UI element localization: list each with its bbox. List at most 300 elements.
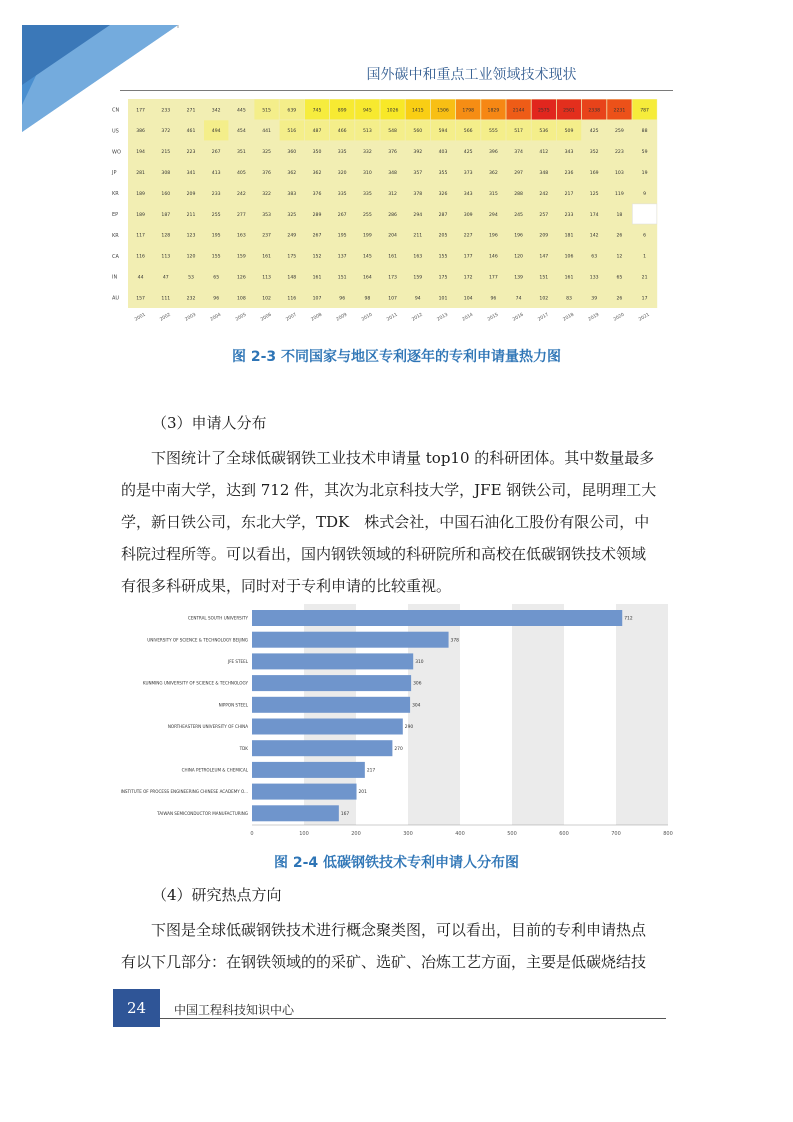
bar-category-label: JFE STEEL	[227, 659, 248, 664]
grid-band	[616, 604, 668, 825]
heatmap-cell-label: 745	[312, 108, 322, 114]
heatmap-cell-label: 151	[539, 275, 549, 281]
heatmap-cell-label: 413	[211, 170, 221, 176]
heatmap-row-label: CN	[112, 107, 120, 114]
heatmap-cell-label: 315	[489, 191, 498, 197]
heatmap-cell-label: 6	[643, 233, 647, 239]
heatmap-cell-label: 249	[287, 233, 297, 239]
heatmap-cell-label: 516	[287, 129, 297, 135]
heatmap-cell-label: 116	[287, 296, 297, 302]
heatmap-cell-label: 145	[363, 254, 372, 260]
footer-divider	[160, 1018, 666, 1019]
heatmap-cell-label: 175	[438, 275, 448, 281]
heatmap-cell-label: 96	[490, 296, 497, 302]
heatmap-cell-label: 353	[262, 212, 271, 218]
section-heading: （4）研究热点方向	[152, 886, 282, 904]
heatmap-cell-label: 120	[514, 254, 523, 260]
heatmap-cell-label: 175	[287, 254, 297, 260]
heatmap-cell-label: 163	[237, 233, 246, 239]
heatmap-cell-label: 2575	[537, 108, 550, 114]
heatmap-cell-label: 2231	[613, 108, 626, 114]
heatmap-cell-label: 899	[337, 108, 347, 114]
heatmap-cell-label: 348	[388, 170, 397, 176]
heatmap-cell-label: 310	[363, 170, 372, 176]
heatmap-cell-label: 233	[564, 212, 574, 218]
heatmap-col-label: 2013	[436, 312, 449, 323]
heatmap-cell-label: 325	[287, 212, 297, 218]
heatmap-row-label: IN	[112, 274, 118, 281]
heatmap-cell-label: 163	[413, 254, 423, 260]
heatmap-cell-label: 196	[489, 233, 498, 239]
heatmap-cell-label: 211	[186, 212, 196, 218]
bar-value-label: 217	[366, 768, 376, 774]
heatmap-row-label: AU	[112, 295, 120, 302]
heatmap-cell-label: 348	[539, 170, 549, 176]
heatmap-cell-label: 113	[262, 275, 271, 281]
heatmap-cell-label: 102	[539, 296, 549, 302]
heatmap-cell-label: 245	[514, 212, 523, 218]
heatmap-cell-label: 177	[489, 275, 498, 281]
heatmap-cell-label: 360	[287, 150, 297, 156]
heatmap-cell-label: 536	[539, 129, 549, 135]
heatmap-cell-label: 352	[589, 150, 599, 156]
heatmap-cell-label: 412	[539, 150, 549, 156]
heatmap-cell-label: 341	[186, 170, 196, 176]
grid-band	[512, 604, 564, 825]
heatmap-cell-label: 194	[136, 150, 145, 156]
heatmap-cell-label: 177	[136, 108, 145, 114]
heatmap-cell-label: 233	[161, 108, 171, 114]
heatmap-cell-label: 172	[463, 275, 473, 281]
heatmap-cell-label: 2144	[512, 108, 525, 114]
heatmap-cell-label: 161	[312, 275, 322, 281]
x-tick-label: 800	[663, 831, 673, 837]
heatmap-cell-label: 199	[363, 233, 372, 239]
heatmap-cell-label: 159	[413, 275, 423, 281]
heatmap-cell-label: 425	[589, 129, 599, 135]
bar-value-label: 310	[415, 660, 424, 665]
heatmap-cell-label: 1026	[386, 108, 399, 114]
heatmap-cell-label: 106	[564, 254, 574, 260]
heatmap-caption: 图 2-3 不同国家与地区专利逐年的专利申请量热力图	[231, 349, 562, 365]
heatmap-col-label: 2007	[285, 312, 298, 323]
heatmap-cell-label: 1829	[487, 108, 500, 114]
x-tick-label: 500	[507, 831, 517, 837]
heatmap-col-label: 2008	[310, 312, 323, 323]
heatmap-cell-label: 211	[413, 233, 423, 239]
heatmap-cell-label: 160	[161, 191, 171, 197]
heatmap-cell-label: 1415	[411, 108, 424, 114]
heatmap-cell-label: 146	[489, 254, 498, 260]
heatmap-cell-label: 257	[539, 212, 549, 218]
heatmap-cell-label: 196	[514, 233, 523, 239]
heatmap-cell-label: 342	[211, 108, 221, 114]
heatmap-row-label: CA	[112, 253, 119, 260]
x-tick-label: 100	[299, 831, 309, 837]
heatmap-cell-label: 83	[566, 296, 572, 302]
heatmap-cell-label: 945	[363, 108, 372, 114]
heatmap-cell-label: 372	[161, 129, 171, 135]
bar-value-label: 712	[624, 616, 633, 622]
heatmap-cell-label: 126	[237, 275, 246, 281]
heatmap-cell-label: 294	[413, 212, 423, 218]
heatmap-cell-label: 164	[363, 275, 372, 281]
heatmap-col-label: 2002	[159, 312, 172, 323]
heatmap-cell-label: 63	[591, 254, 598, 260]
footer-org: 中国工程科技知识中心	[174, 1003, 295, 1017]
heatmap-cell-label: 108	[237, 296, 246, 302]
heatmap-row-label: JP	[112, 170, 117, 177]
paragraph-line: 科院过程所等。可以看出，国内钢铁领域的科研院所和高校在低碳钢铁技术领域	[121, 545, 647, 563]
section-heading: （3）申请人分布	[152, 414, 267, 432]
heatmap-cell-label: 312	[388, 191, 397, 197]
header-divider	[120, 90, 673, 91]
heatmap-cell-label: 232	[186, 296, 196, 302]
heatmap-cell-label: 461	[186, 129, 196, 135]
heatmap-cell-label: 487	[312, 129, 322, 135]
heatmap-col-label: 2014	[461, 312, 475, 323]
heatmap-cell-label: 236	[564, 170, 574, 176]
heatmap-cell-label: 205	[438, 233, 448, 239]
heatmap-cell-label: 102	[262, 296, 271, 302]
heatmap-cell-label: 187	[161, 212, 171, 218]
heatmap-cell-label: 1798	[462, 108, 475, 114]
heatmap-cell-label: 308	[161, 170, 171, 176]
heatmap-cell-label: 297	[514, 170, 523, 176]
heatmap-cell-label: 2501	[563, 108, 575, 114]
heatmap-cell-label: 466	[337, 129, 347, 135]
heatmap-cell-label: 237	[262, 233, 271, 239]
heatmap-cell-label: 217	[564, 191, 574, 197]
heatmap-cell-label: 555	[489, 129, 498, 135]
heatmap-cell-label: 215	[161, 150, 171, 156]
heatmap-cell-label: 173	[388, 275, 397, 281]
heatmap-cell-label: 101	[438, 296, 448, 302]
heatmap-cell-label: 133	[589, 275, 599, 281]
heatmap-cell-label: 39	[591, 296, 598, 302]
heatmap-cell-label: 98	[364, 296, 371, 302]
paragraph-line: 下图是全球低碳钢铁技术进行概念聚类图，可以看出，目前的专利申请热点	[151, 921, 647, 939]
heatmap-cell-label: 159	[237, 254, 246, 260]
heatmap-cell-label: 357	[413, 170, 423, 176]
heatmap-cell-label: 286	[388, 212, 397, 218]
x-tick-label: 300	[403, 831, 413, 837]
heatmap-cell-label: 396	[489, 150, 498, 156]
heatmap-cell-label: 343	[463, 191, 473, 197]
heatmap-cell-label: 53	[188, 275, 194, 281]
heatmap-cell-label: 21	[641, 275, 648, 281]
heatmap-col-label: 2017	[537, 312, 550, 323]
heatmap-cell-label: 147	[539, 254, 549, 260]
heatmap-cell-label: 383	[287, 191, 297, 197]
x-tick-label: 600	[559, 831, 569, 837]
paragraph-line: 下图统计了全球低碳钢铁工业技术申请量 top10 的科研团体。其中数量最多	[151, 449, 655, 467]
heatmap-cell-label: 403	[438, 150, 448, 156]
heatmap-cell-label: 2338	[588, 108, 601, 114]
heatmap-cell-label: 376	[312, 191, 322, 197]
heatmap-cell-label: 195	[211, 233, 221, 239]
heatmap-cell-label: 355	[438, 170, 448, 176]
bar	[252, 632, 449, 648]
heatmap-cell-label: 155	[211, 254, 221, 260]
heatmap-col-label: 2019	[587, 312, 601, 323]
heatmap-cell-label: 223	[186, 150, 196, 156]
heatmap-col-label: 2001	[134, 312, 147, 323]
bar-value-label: 201	[358, 790, 367, 796]
heatmap-col-label: 2018	[562, 312, 575, 323]
heatmap-cell-label: 111	[161, 296, 171, 302]
heatmap-cell-label: 161	[388, 254, 397, 260]
heatmap-cell-label: 1	[643, 254, 647, 260]
heatmap-chart	[110, 97, 673, 325]
heatmap-cell-label: 362	[312, 170, 322, 176]
heatmap-cell-label: 392	[413, 150, 423, 156]
heatmap-cell-label: 65	[213, 275, 220, 281]
heatmap-cell-label: 259	[615, 129, 624, 135]
bar	[252, 697, 410, 713]
heatmap-cell-label: 255	[363, 212, 372, 218]
heatmap-cell-label: 151	[337, 275, 347, 281]
heatmap-cell-label: 517	[514, 129, 523, 135]
heatmap-cell-label: 288	[514, 191, 523, 197]
heatmap-cell-label: 787	[640, 108, 649, 114]
x-tick-label: 200	[351, 831, 361, 837]
heatmap-col-label: 2010	[360, 312, 374, 323]
heatmap-cell-label: 242	[237, 191, 246, 197]
heatmap-cell-label: 157	[136, 296, 145, 302]
x-tick-label: 700	[611, 831, 621, 837]
heatmap-cell-label: 335	[363, 191, 372, 197]
heatmap-cell-label: 137	[337, 254, 347, 260]
heatmap-cell-label: 181	[564, 233, 574, 239]
heatmap-cell-label: 1506	[437, 108, 449, 114]
heatmap-cell-label: 322	[262, 191, 271, 197]
bar	[252, 675, 411, 691]
bar-category-label: NORTHEASTERN UNIVERSITY OF CHINA	[167, 724, 248, 730]
heatmap-cell-label: 209	[539, 233, 549, 239]
applicant-bar-chart	[110, 600, 673, 842]
heatmap-cell-label: 223	[615, 150, 624, 156]
heatmap-cell-label: 320	[337, 170, 347, 176]
heatmap-col-label: 2005	[234, 312, 248, 323]
heatmap-cell-label: 18	[616, 212, 623, 218]
heatmap-cell-label: 139	[514, 275, 523, 281]
bar	[252, 653, 413, 669]
heatmap-cell-label: 509	[564, 129, 574, 135]
heatmap-cell-label: 233	[211, 191, 221, 197]
heatmap-cell-label: 107	[388, 296, 397, 302]
heatmap-cell-label: 376	[388, 150, 397, 156]
heatmap-cell-label: 267	[337, 212, 347, 218]
bar	[252, 762, 365, 778]
heatmap-cell-label: 120	[186, 254, 196, 260]
barchart-caption: 图 2-4 低碳钢铁技术专利申请人分布图	[273, 855, 520, 871]
heatmap-cell-label: 515	[262, 108, 271, 114]
bar	[252, 610, 622, 626]
heatmap-row-label: EP	[112, 211, 119, 218]
heatmap-cell-label: 267	[312, 233, 322, 239]
heatmap-cell-label: 119	[615, 191, 624, 197]
heatmap-col-label: 2016	[512, 312, 525, 323]
bar	[252, 719, 403, 735]
heatmap-cell-label: 169	[589, 170, 599, 176]
bar-value-label: 378	[450, 638, 459, 644]
heatmap-cell-label: 161	[262, 254, 271, 260]
heatmap-cell-label: 12	[616, 254, 623, 260]
heatmap-cell-label: 189	[136, 212, 145, 218]
heatmap-cell-label: 65	[616, 275, 623, 281]
heatmap-col-label: 2021	[638, 312, 651, 323]
heatmap-cell-label: 386	[136, 129, 145, 135]
heatmap-col-label: 2004	[209, 312, 223, 323]
heatmap-cell-label: 128	[161, 233, 171, 239]
heatmap-col-label: 2006	[260, 312, 273, 323]
heatmap-cell-label: 96	[339, 296, 346, 302]
heatmap-cell-label: 195	[337, 233, 347, 239]
heatmap-cell-label: 104	[463, 296, 473, 302]
heatmap-cell-label: 277	[237, 212, 246, 218]
heatmap-col-label: 2009	[335, 312, 349, 323]
heatmap-cell-label: 325	[262, 150, 271, 156]
heatmap-cell-label: 281	[136, 170, 145, 176]
bar	[252, 784, 357, 800]
bar-category-label: CENTRAL SOUTH UNIVERSITY	[187, 615, 248, 621]
heatmap-cell-label: 350	[312, 150, 322, 156]
heatmap-cell-label: 351	[237, 150, 246, 156]
heatmap-cell-label: 267	[211, 150, 221, 156]
heatmap-cell-label: 335	[337, 191, 347, 197]
heatmap-cell-label: 271	[186, 108, 196, 114]
heatmap-cell-label: 142	[589, 233, 599, 239]
heatmap-cell-label: 155	[438, 254, 448, 260]
heatmap-cell-label: 174	[589, 212, 599, 218]
heatmap-cell-label: 88	[641, 129, 648, 135]
heatmap-row-label: US	[112, 128, 119, 135]
bar	[252, 805, 339, 821]
heatmap-cell-label: 332	[363, 150, 372, 156]
heatmap-cell-label: 566	[463, 129, 473, 135]
heatmap-cell-label: 405	[237, 170, 246, 176]
heatmap-cell-label: 152	[312, 254, 322, 260]
heatmap-cell-label: 94	[414, 296, 421, 302]
heatmap-cell-label: 209	[186, 191, 196, 197]
paragraph-line: 有以下几部分：在钢铁领域的的采矿、选矿、冶炼工艺方面，主要是低碳烧结技	[121, 953, 647, 971]
bar-category-label: KUNMING UNIVERSITY OF SCIENCE & TECHNOLOGY	[142, 680, 248, 686]
heatmap-cell-label: 639	[287, 108, 297, 114]
heatmap-cell-label: 116	[136, 254, 145, 260]
heatmap-cell-label: 26	[616, 233, 623, 239]
heatmap-cell-label: 161	[564, 275, 574, 281]
heatmap-cell-label: 454	[237, 129, 246, 135]
heatmap-cell-label: 242	[539, 191, 549, 197]
heatmap-cell-label: 107	[312, 296, 322, 302]
bar-value-label: 306	[413, 681, 422, 687]
heatmap-cell-label: 123	[186, 233, 196, 239]
heatmap-cell-label: 59	[641, 150, 648, 156]
heatmap-cell-label: 113	[161, 254, 171, 260]
heatmap-cell-label: 560	[413, 129, 423, 135]
heatmap-cell-label: 125	[589, 191, 599, 197]
bar	[252, 740, 392, 756]
paragraph-line: 的是中南大学，达到 712 件，其次为北京科技大学，JFE 钢铁公司，昆明理工大	[121, 481, 657, 499]
heatmap-cell-label: 374	[514, 150, 523, 156]
heatmap-cell-label: 189	[136, 191, 145, 197]
heatmap-cell-label: 378	[413, 191, 423, 197]
paragraph-line: 学，新日铁公司，东北大学，TDK 株式会社，中国石油化工股份有限公司，中	[121, 513, 650, 531]
paragraph-line: 有很多科研成果，同时对于专利申请的比较重视。	[121, 577, 452, 595]
heatmap-cell-label: 445	[237, 108, 246, 114]
heatmap-cell-label: 255	[211, 212, 221, 218]
heatmap-col-label: 2011	[386, 312, 399, 323]
heatmap-cell-label: 17	[641, 296, 648, 302]
heatmap-col-label: 2003	[184, 312, 197, 323]
bar-value-label: 304	[412, 703, 421, 709]
heatmap-cell-label: 594	[438, 129, 448, 135]
heatmap-row-label: KR	[112, 232, 119, 239]
heatmap-cell	[632, 204, 656, 224]
heatmap-cell-label: 289	[312, 212, 322, 218]
bar-category-label: UNIVERSITY OF SCIENCE & TECHNOLOGY BEIJING	[147, 637, 248, 643]
bar-category-label: NIPPON STEEL	[218, 702, 248, 708]
x-tick-label: 400	[455, 831, 465, 837]
heatmap-cell-label: 103	[615, 170, 624, 176]
heatmap-cell-label: 148	[287, 275, 297, 281]
heatmap-cell-label: 227	[463, 233, 473, 239]
heatmap-cell-label: 117	[136, 233, 145, 239]
heatmap-cell-label: 177	[463, 254, 473, 260]
bar-value-label: 290	[404, 725, 414, 731]
heatmap-cell-label: 362	[287, 170, 297, 176]
heatmap-cell-label: 204	[388, 233, 397, 239]
x-tick-label: 0	[250, 831, 254, 837]
heatmap-row-label: KR	[112, 191, 119, 198]
header-title: 国外碳中和重点工业领域技术现状	[366, 67, 577, 83]
heatmap-cell-label: 343	[564, 150, 574, 156]
heatmap-cell-label: 96	[213, 296, 220, 302]
bar-category-label: CHINA PETROLEUM & CHEMICAL	[181, 767, 248, 773]
bar-category-label: INSTITUTE OF PROCESS ENGINEERING CHINESE ACADEMY O...	[120, 789, 248, 795]
heatmap-col-label: 2012	[411, 312, 424, 323]
heatmap-cell-label: 44	[137, 275, 144, 281]
heatmap-cell-label: 74	[515, 296, 522, 302]
heatmap-cell-label: 335	[337, 150, 347, 156]
heatmap-col-label: 2015	[486, 312, 500, 323]
heatmap-cell-label: 376	[262, 170, 271, 176]
heatmap-cell-label: 373	[463, 170, 473, 176]
page-number: 24	[113, 989, 160, 1027]
bar-category-label: TDK	[239, 745, 248, 751]
heatmap-cell-label: 425	[463, 150, 473, 156]
heatmap-cell-label: 513	[363, 129, 372, 135]
heatmap-row-label: WO	[112, 149, 121, 156]
heatmap-cell-label: 362	[489, 170, 498, 176]
bar-value-label: 270	[394, 746, 403, 752]
bar-category-label: TAIWAN SEMICONDUCTOR MANUFACTURING	[157, 810, 248, 816]
heatmap-cell-label: 287	[438, 212, 448, 218]
heatmap-cell-label: 326	[438, 191, 448, 197]
heatmap-cell-label: 19	[641, 170, 648, 176]
heatmap-cell-label: 9	[643, 191, 647, 197]
heatmap-cell-label: 548	[388, 129, 397, 135]
bar-value-label: 167	[340, 811, 350, 817]
heatmap-cell-label: 47	[162, 275, 169, 281]
heatmap-cell-label: 309	[463, 212, 473, 218]
heatmap-cell-label: 494	[211, 129, 221, 135]
heatmap-cell-label: 294	[489, 212, 498, 218]
heatmap-cell-label: 441	[262, 129, 271, 135]
heatmap-col-label: 2020	[612, 312, 626, 323]
heatmap-cell-label: 26	[616, 296, 623, 302]
